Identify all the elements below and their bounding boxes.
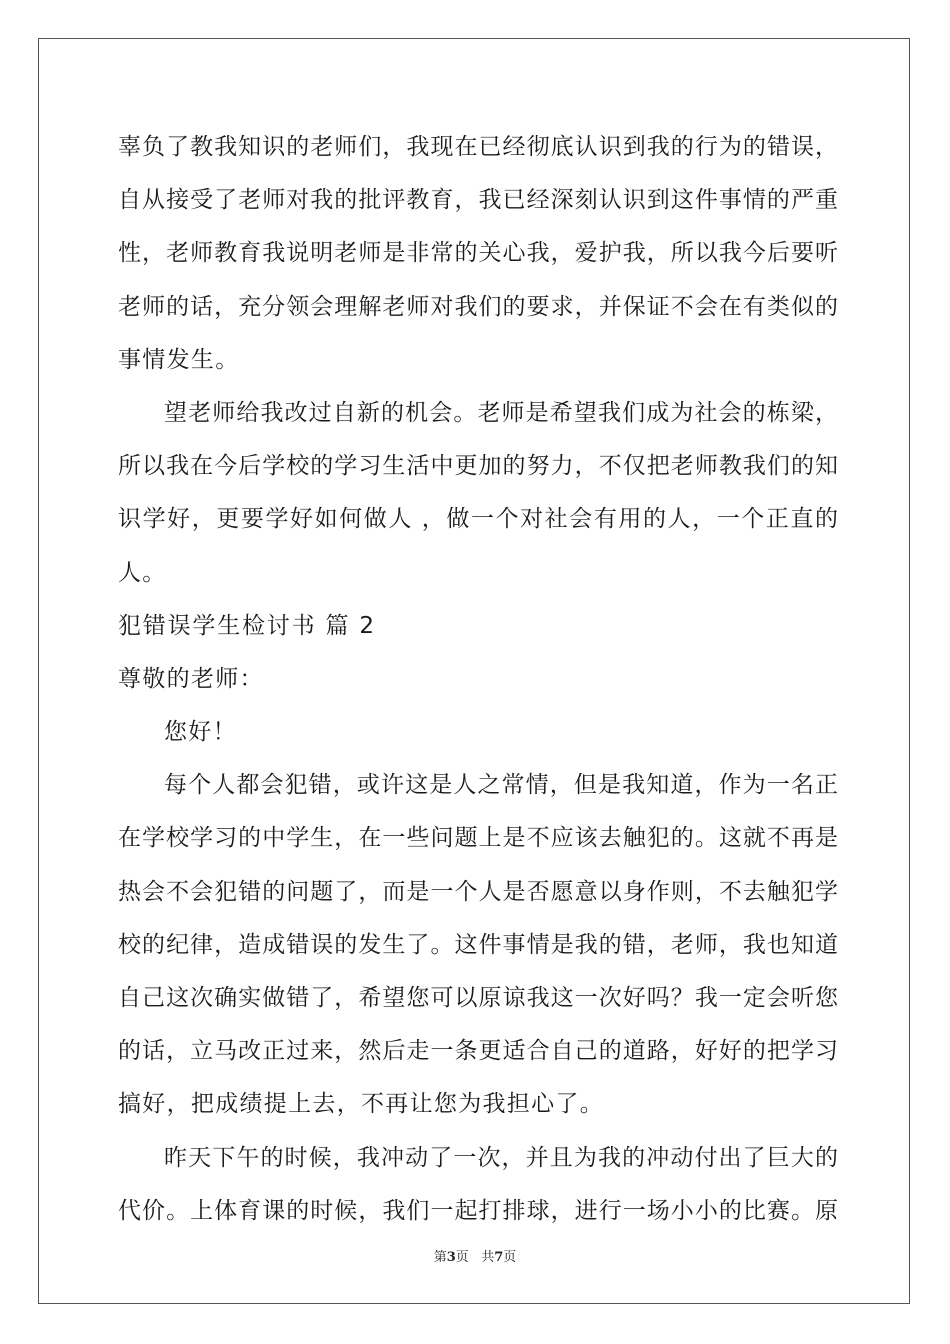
section-heading: 犯错误学生检讨书 篇 2 [118, 612, 376, 639]
page-suffix: 页 [455, 1250, 469, 1265]
total-prefix: 共 [481, 1250, 495, 1265]
page-total: 7 [494, 1250, 504, 1265]
salutation: 尊敬的老师： [118, 665, 264, 692]
text-line: 人。 [118, 559, 167, 586]
text-line: 在学校学习的中学生，在一些问题上是不应该去触犯的。这就不再是 [118, 825, 838, 852]
text-line: 每个人都会犯错，或许这是人之常情，但是我知道，作为一名正 [164, 772, 838, 799]
text-line: 老师的话，充分领会理解老师对我们的要求，并保证不会在有类似的 [118, 293, 838, 320]
text-line: 自己这次确实做错了，希望您可以原谅我这一次好吗？我一定会听您 [118, 985, 838, 1011]
text-line: 搞好，把成绩提上去，不再让您为我担心了。 [118, 1091, 604, 1118]
total-suffix: 页 [503, 1250, 517, 1265]
text-line: 热会不会犯错的问题了，而是一个人是否愿意以身作则，不去触犯学 [118, 878, 838, 905]
text-line: 事情发生。 [118, 346, 240, 373]
text-line: 自从接受了老师对我的批评教育，我已经深刻认识到这件事情的严重 [118, 187, 838, 214]
text-line: 性，老师教育我说明老师是非常的关心我，爱护我，所以我今后要听 [118, 240, 838, 267]
text-line: 辜负了教我知识的老师们，我现在已经彻底认识到我的行为的错误， [118, 134, 838, 160]
text-line: 识学好，更要学好如何做人 ，做一个对社会有用的人，一个正直的 [118, 506, 838, 533]
text-line: 昨天下午的时候，我冲动了一次，并且为我的冲动付出了巨大的 [164, 1144, 838, 1171]
page-prefix: 第 [433, 1250, 447, 1265]
text-line: 校的纪律，造成错误的发生了。这件事情是我的错，老师，我也知道 [118, 931, 838, 958]
greeting: 您好！ [164, 719, 237, 746]
page-footer [0, 1246, 950, 1265]
text-line: 望老师给我改过自新的机会。老师是希望我们成为社会的栋梁， [164, 399, 838, 426]
text-line: 所以我在今后学校的学习生活中更加的努力，不仅把老师教我们的知 [118, 453, 838, 480]
text-line: 的话，立马改正过来，然后走一条更适合自己的道路，好好的把学习 [118, 1038, 838, 1065]
document-body [118, 121, 838, 1238]
page-current: 3 [446, 1250, 456, 1265]
text-line: 代价。上体育课的时候，我们一起打排球，进行一场小小的比赛。原 [118, 1197, 838, 1224]
